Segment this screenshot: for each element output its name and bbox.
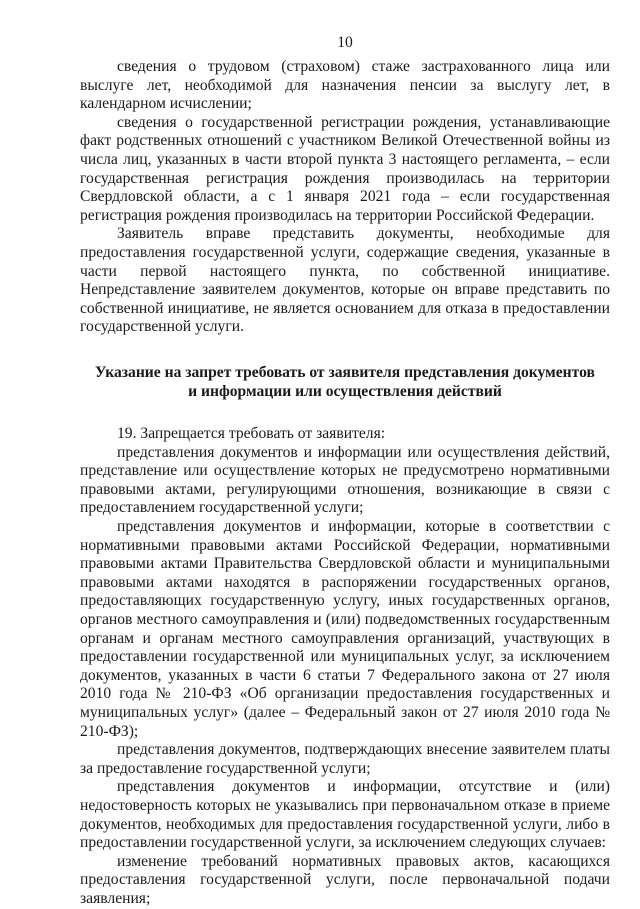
paragraph-not-regulated-actions: представления документов и информации или осуществления действий, представление или осуществление которых не предусмотрено нормативными правовыми актами, регулирующими отношения, возникающие в связи с предоставлением государственной услуги; [80,443,610,517]
paragraph-pension-service-info: сведения о трудовом (страховом) стаже застрахованного лица или выслуге лет, необходимой для назначения пенсии за выслугу лет, в календарном исчислении; [80,58,610,113]
paragraph-item-19: 19. Запрещается требовать от заявителя: [117,425,386,443]
paragraph-requirement-change: изменение требований нормативных правовых актов, касающихся предоставления государственной услуги, после первоначальной подачи заявления; [80,852,610,907]
section-heading [80,364,610,401]
page-number: 10 [337,34,353,51]
paragraph-applicant-right: Заявитель вправе представить документы, необходимые для предоставления государственной услуги, содержащие сведения, указанные в части первой настоящего пункта, по собственной инициативе. Непредставление заявителем документов, которые он вправе представить по собственной инициативе, не является основанием для отказа в предоставлении государственной услуги. [80,225,610,336]
paragraph-previous-refusal: представления документов и информации, отсутствие и (или) недостоверность которых не указывались при первоначальном отказе в приеме документов, необходимых для предоставления государственной услуги, либо в предоставлении государственной услуги, за исключением следующих случаев: [80,778,610,852]
section-heading-line-2: и информации или осуществления действий [188,382,502,400]
section-heading-line-1: Указание на запрет требовать от заявителя представления документов [95,363,595,381]
paragraph-documents-in-possession: представления документов и информации, которые в соответствии с нормативными правовыми актами Российской Федерации, нормативными правовыми актами Правительства Свердловской области и муниципальными правовыми актами находятся в распоряжении государственных органов, предоставляющих государственную услугу, иных государственных органов, органов местного самоуправления и (или) подведомственных государственным органам и органам местного самоуправления организаций, участвующих в предоставлении государственной или муниципальных услуг, за исключением документов, указанных в части 6 статьи 7 Федерального закона от 27 июля 2010 года № 210-ФЗ «Об организации предоставления государственных и муниципальных услуг» (далее – Федеральный закон от 27 июля 2010 года № 210-ФЗ); [80,518,610,740]
paragraph-payment-documents: представления документов, подтверждающих внесение заявителем платы за предоставление государственной услуги; [80,741,610,777]
paragraph-birth-registration-info: сведения о государственной регистрации рождения, устанавливающие факт родственных отношений с участником Великой Отечественной войны из числа лиц, указанных в части второй пункта 3 настоящего регламента, – если государственная регистрация рождения производилась на территории Свердловской области, а с 1 января 2021 года – если государственная регистрация рождения производилась на территории Российской Федерации. [80,113,610,224]
document-page [80,34,610,909]
